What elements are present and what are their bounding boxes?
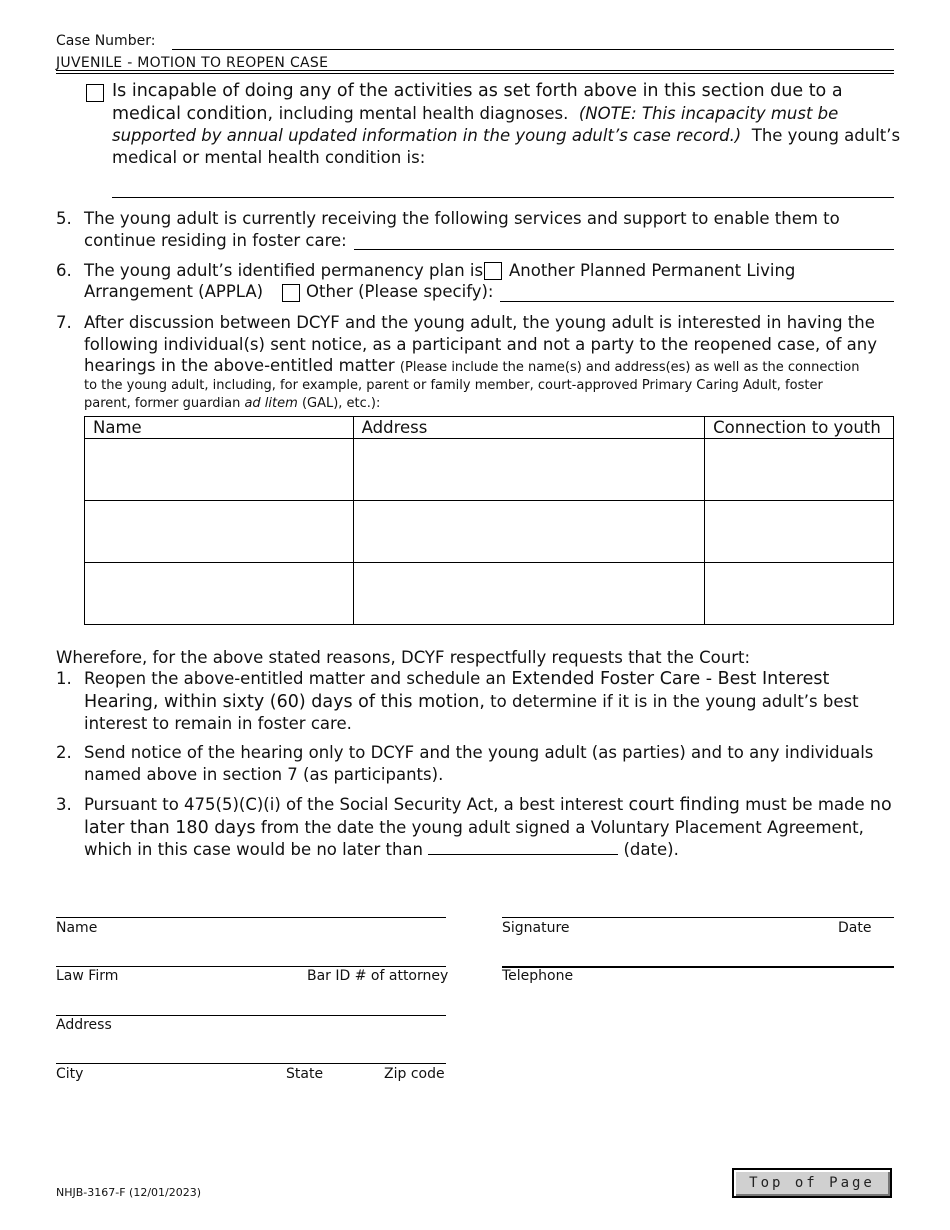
- request-3-line-2: later than 180 days from the date the young adult signed a Voluntary Placement Agreement,: [84, 817, 864, 838]
- name-field[interactable]: [56, 917, 446, 918]
- item-6-line-1: The young adult’s identified permanency plan is: [84, 261, 484, 280]
- form-id: NHJB-3167-F (12/01/2023): [56, 1186, 202, 1199]
- zip-label: Zip code: [384, 1066, 445, 1082]
- item-5-line-2: continue residing in foster care:: [84, 230, 347, 250]
- table-header-connection: Connection to youth: [705, 417, 894, 439]
- table-header-name: Name: [85, 417, 354, 439]
- request-1-text: [84, 668, 904, 735]
- signature-field[interactable]: [502, 917, 894, 918]
- item-7-text: [84, 312, 904, 413]
- date-label: Date: [838, 920, 872, 936]
- table-cell-address[interactable]: [353, 501, 705, 563]
- item-5-line-1: The young adult is currently receiving the following services and support to enable them to: [84, 209, 840, 228]
- other-checkbox[interactable]: [282, 284, 300, 302]
- request-3-line-3: which in this case would be no later than (date).: [84, 840, 679, 859]
- request-3-text: [84, 794, 904, 861]
- bar-id-label: Bar ID # of attorney: [307, 968, 449, 984]
- law-firm-label: Law Firm: [56, 968, 119, 984]
- item-7-number: 7.: [56, 313, 72, 332]
- header-rule: [56, 70, 894, 71]
- medical-condition-field[interactable]: [112, 197, 894, 198]
- request-2-number: 2.: [56, 743, 72, 762]
- table-cell-connection[interactable]: [705, 563, 894, 625]
- appla-label-2: Arrangement (APPLA): [84, 282, 264, 301]
- request-1-line-1: Reopen the above-entitled matter and schedule an Extended Foster Care - Best Interest: [84, 669, 830, 689]
- table-row: [85, 563, 894, 625]
- table-row: [85, 439, 894, 501]
- table-cell-name[interactable]: [85, 439, 354, 501]
- wherefore-intro: Wherefore, for the above stated reasons, DCYF respectfully requests that the Court:: [56, 648, 751, 667]
- request-2-line-1: Send notice of the hearing only to DCYF and the young adult (as parties) and to any individuals: [84, 743, 874, 762]
- case-number-label: Case Number:: [56, 33, 156, 49]
- header-rule-2: [56, 73, 894, 74]
- item-7-line-2: following individual(s) sent notice, as a participant and not a party to the reopened case, of any: [84, 334, 878, 354]
- table-cell-name[interactable]: [85, 563, 354, 625]
- table-cell-connection[interactable]: [705, 439, 894, 501]
- case-number-field[interactable]: [172, 49, 894, 50]
- table-cell-address[interactable]: [353, 563, 705, 625]
- address-field[interactable]: [56, 1015, 446, 1016]
- incapable-line-1: Is incapable of doing any of the activities as set forth above in this section due to a: [112, 81, 843, 101]
- state-label: State: [286, 1066, 324, 1082]
- name-label: Name: [56, 920, 98, 936]
- other-specify-field[interactable]: [500, 301, 894, 302]
- other-label: Other (Please specify):: [306, 282, 494, 301]
- form-title: JUVENILE - MOTION TO REOPEN CASE: [56, 55, 329, 71]
- signature-label: Signature: [502, 920, 570, 936]
- table-row: [85, 501, 894, 563]
- request-1-line-2: Hearing, within sixty (60) days of this motion, to determine if it is in the young adult’s best: [84, 691, 859, 712]
- incapable-line-4: medical or mental health condition is:: [112, 147, 426, 167]
- request-1-line-3: interest to remain in foster care.: [84, 714, 352, 733]
- top-of-page-button[interactable]: Top of Page: [732, 1168, 892, 1198]
- incapable-paragraph: [112, 81, 902, 168]
- item-5-number: 5.: [56, 209, 72, 228]
- table-cell-connection[interactable]: [705, 501, 894, 563]
- incapable-line-2: medical condition, including mental health diagnoses. (NOTE: This incapacity must be: [112, 103, 839, 124]
- table-cell-address[interactable]: [353, 439, 705, 501]
- item-7-line-4: to the young adult, including, for example, parent or family member, court-approved Primary Caring Adult, foster: [84, 378, 823, 393]
- request-2-line-2: named above in section 7 (as participants).: [84, 764, 444, 784]
- city-field[interactable]: [56, 1063, 446, 1064]
- law-firm-field[interactable]: [56, 966, 446, 967]
- table-cell-name[interactable]: [85, 501, 354, 563]
- item-7-line-1: After discussion between DCYF and the young adult, the young adult is interested in having the: [84, 313, 875, 332]
- item-7-line-3: hearings in the above-entitled matter (Please include the name(s) and address(es) as well as the connection: [84, 356, 860, 375]
- table-header-address: Address: [353, 417, 705, 439]
- request-1-number: 1.: [56, 669, 72, 688]
- request-2-text: [84, 742, 904, 785]
- participants-table: [84, 416, 894, 625]
- date-field[interactable]: [428, 840, 618, 855]
- request-3-number: 3.: [56, 795, 72, 814]
- telephone-label: Telephone: [502, 968, 574, 984]
- item-6-number: 6.: [56, 261, 72, 280]
- item-5-text: [84, 208, 894, 251]
- incapable-line-3: supported by annual updated information in the young adult’s case record.) The young adult’s: [112, 126, 901, 145]
- incapable-checkbox[interactable]: [86, 84, 104, 102]
- appla-checkbox[interactable]: [484, 262, 502, 280]
- appla-label: Another Planned Permanent Living: [509, 261, 796, 280]
- address-label: Address: [56, 1017, 112, 1033]
- request-3-line-1: Pursuant to 475(5)(C)(i) of the Social Security Act, a best interest court finding must be made no: [84, 795, 892, 815]
- item-7-line-5: parent, former guardian ad litem (GAL), etc.):: [84, 396, 381, 411]
- city-label: City: [56, 1066, 84, 1082]
- services-field[interactable]: [354, 249, 894, 250]
